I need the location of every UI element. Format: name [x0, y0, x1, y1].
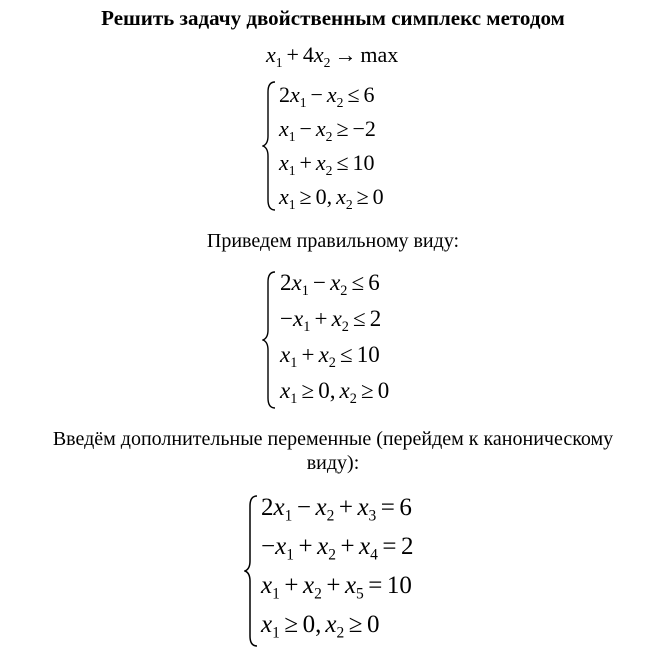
- system3-row-2: $-x_1 + x_2 + x_4 = 2$: [261, 533, 414, 564]
- system1-row-1: $2x_1 - x_2 \le 6$: [279, 82, 375, 110]
- system3-row-3: $x_1 + x_2 + x_5 = 10$: [261, 572, 412, 603]
- system3-brace: [244, 494, 260, 648]
- system3-row-4: $x_1 \ge 0$, $x_2 \ge 0$: [261, 611, 380, 642]
- system2-row-3: $x_1 + x_2 \le 10$: [280, 342, 380, 371]
- system2-row-2: $-x_1 + x_2 \le 2$: [280, 306, 382, 335]
- text-canonical-line-1: Введём дополнительные переменные (перейдем к каноническому: [52, 428, 614, 450]
- system2-row-4: $x_1 \ge 0$, $x_2 \ge 0$: [280, 378, 390, 407]
- system1-brace: [262, 80, 278, 212]
- system1-row-3: $x_1 + x_2 \le 10$: [279, 150, 375, 178]
- page-title: Решить задачу двойственным симплекс методом: [101, 6, 565, 30]
- system1-row-2: $x_1 - x_2 \ge -2$: [279, 116, 376, 144]
- system2-row-1: $2x_1 - x_2 \le 6$: [280, 270, 380, 299]
- text-canonical-line-2: виду):: [306, 452, 360, 474]
- objective-function: $x_1 + 4x_2 \to \max$: [266, 42, 399, 70]
- system3-row-1: $2x_1 - x_2 + x_3 = 6$: [261, 494, 412, 525]
- system2-brace: [262, 270, 278, 410]
- text-normal-form: Приведем правильному виду:: [206, 230, 460, 252]
- system1-row-4: $x_1 \ge 0$, $x_2 \ge 0$: [279, 184, 384, 212]
